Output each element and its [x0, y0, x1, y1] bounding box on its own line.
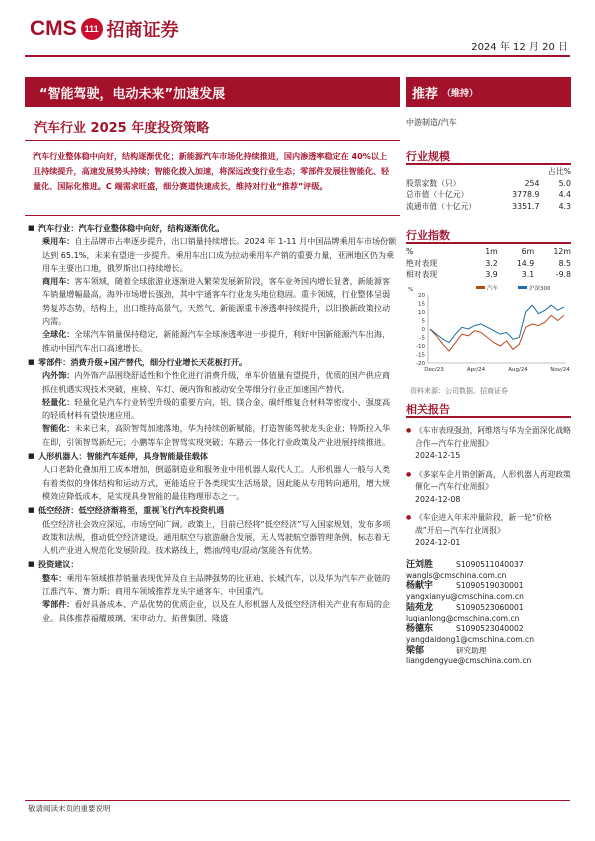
paragraph-label: 轻量化：	[42, 396, 75, 407]
logo-badge-icon: 111	[81, 18, 103, 40]
section-heading: ■ 人形机器人：智能汽车延伸，具身智能最佳载体	[28, 450, 398, 463]
header-divider	[25, 55, 570, 57]
y-tick-label: 10	[418, 310, 425, 316]
analyst-id: S1090523040002	[456, 624, 524, 634]
analyst	[406, 581, 571, 592]
paragraph	[28, 275, 398, 328]
cell: 总市值（十亿元）	[406, 190, 469, 199]
related-title: 相关报告	[406, 401, 571, 418]
analyst-name: 陆苑龙	[406, 602, 434, 613]
y-tick-label: 15	[418, 301, 425, 308]
cell: 3.2	[485, 258, 498, 268]
related-list	[406, 425, 571, 556]
scale-table	[406, 166, 571, 212]
paragraph-label: 全球化：	[42, 329, 75, 340]
analyst	[406, 560, 571, 571]
logo-name: 招商证券	[106, 20, 179, 41]
report-body	[28, 221, 398, 625]
paragraph-label: 整车：	[42, 572, 67, 583]
paragraph: 低空经济社会效应深远，市场空间广阔。政策上，目前已经将“低空经济”写入国家规划，发布多项政策和法规，推动低空经济建设。通用航空与旅游融合发展，无人驾驶航空器管理条例，标志着无人机产业进入规范化发展阶段。技术路线上，燃油/纯电/混动/氢能各有优势。	[42, 518, 391, 556]
legend-label: 沪深300	[529, 286, 551, 292]
series-line	[430, 305, 564, 342]
cell: 12m	[553, 247, 571, 256]
paragraph	[28, 396, 398, 423]
related-report[interactable]	[406, 512, 571, 550]
rating-box	[406, 77, 571, 107]
paragraph-text: 看好具备成本、产品优势的优质企业，以及在人形机器人及低空经济相关产业有布局的企业。具体推荐福耀玻璃、宋申动力、拓普集团、隆盛	[42, 599, 391, 623]
paragraph	[28, 572, 398, 599]
report-banner: “智能驾驶，电动未来”加速发展	[25, 77, 400, 107]
analyst-id: 研究助理	[456, 645, 487, 655]
related-report[interactable]	[406, 425, 571, 463]
paragraph-label: 零部件：	[42, 599, 75, 610]
section-heading: ■ 低空经济：低空经济渐将至，重视飞行汽车投资机遇	[28, 504, 398, 517]
report-date: 2024 年 12 月 20 日	[471, 42, 568, 53]
cell: 1m	[485, 247, 498, 256]
cell: 254	[524, 178, 540, 188]
analyst-id: S1090519030001	[456, 581, 524, 591]
report-date: 2024-12-15	[415, 451, 461, 460]
y-tick-label: -10	[416, 344, 425, 350]
report-title[interactable]: ● 《车市表现强劲，阿维塔与华为全面深化战略合作—汽车行业周报》	[415, 426, 571, 448]
paragraph-text: 自主品牌市占率逐步提升，出口销量持续增长。2024 年 1-11 月中国品牌乘用车市场份额达到 65.1%，未来有望进一步提升。乘用车出口成为拉动乘用车产销的重要力量，亚洲地区仍为乘用车主要出口地，俄罗斯出口持续增长。	[42, 236, 397, 273]
table-row	[406, 258, 571, 270]
related-report[interactable]	[406, 469, 571, 507]
cell: 3778.9	[512, 190, 540, 199]
index-title: 行业指数	[406, 227, 571, 244]
scale-title: 行业规模	[406, 148, 571, 165]
analyst	[406, 646, 571, 657]
analyst	[406, 624, 571, 635]
paragraph-text: 内外饰产品围绕舒适性和个性化进行消费升级，单车价值量有望提升，优质的国产供应商抓住机遇实现技术突破，座椅、车灯、硬内饰和被动安全等细分行业正加速国产替代。	[42, 370, 391, 394]
paragraph-text: 客车领域，随着全球旅游业逐渐进入繁荣发展新阶段，客车业务国内增长显著，新能源客车销量增幅最高，海外市场增长强劲，其中宇通客车行业龙头地位稳固。重卡领域，行业整体呈弱势复苏态势，结构上，出口维持高景气，天然气、新能源重卡渗透率持续提升，以旧换新政策拉动内需。	[42, 276, 391, 327]
analyst-list	[406, 560, 571, 667]
cell: 3351.7	[512, 201, 540, 211]
abstract-divider	[25, 215, 400, 216]
analyst-name: 杨献宇	[406, 581, 434, 592]
cell: 6m	[521, 247, 535, 256]
paragraph	[28, 328, 398, 355]
table-row	[406, 189, 571, 201]
paragraph-label: 乘用车：	[42, 236, 75, 247]
paragraph-text: 乘用车领域推荐销量表现优异及自主品牌强势的比亚迪、长城汽车，以及华为汽车产业链的江淮汽车、赛力斯；商用车领域推荐龙头宇通客车、中国重汽。	[42, 572, 391, 597]
y-tick-label: -15	[416, 352, 425, 359]
cell: -9.8	[555, 270, 571, 279]
paragraph	[28, 369, 398, 396]
table-row	[406, 269, 571, 281]
section-heading: ■ 汽车行业：汽车行业整体稳中向好，结构逐渐优化。	[28, 222, 398, 235]
paragraph	[28, 598, 398, 625]
cell: 4.3	[558, 201, 571, 211]
analyst-email[interactable]: liangdengyue@cmschina.com.cn	[406, 656, 532, 666]
report-subtitle: 汽车行业 2025 年度投资策略	[34, 121, 210, 136]
y-tick-label: 20	[418, 293, 425, 299]
y-tick-label: -20	[416, 361, 425, 367]
y-unit-label: %	[408, 287, 414, 293]
cell: 流通市值（十亿元）	[406, 201, 477, 211]
analyst-email[interactable]: luqianlong@cmschina.com.cn	[406, 613, 520, 623]
paragraph-label: 智能化：	[42, 423, 75, 434]
cell: 5.0	[558, 178, 571, 188]
analyst	[406, 603, 571, 614]
footer-note: 敬请阅读末页的重要说明	[28, 804, 111, 813]
analyst-name: 汪刘胜	[406, 560, 434, 570]
series-line	[430, 315, 564, 351]
y-tick-label: -5	[419, 335, 425, 342]
index-chart-svg	[406, 283, 571, 383]
cell: 4.4	[558, 190, 571, 199]
chart-source: 资料来源：公司数据、招商证券	[410, 387, 508, 395]
cell: 14.9	[516, 258, 535, 268]
legend-swatch	[476, 286, 485, 289]
paragraph-text: 未来已来，高阶智驾加速落地，华为持续创新赋能，打造智能驾驶龙头企业；特斯拉入华在即，引领智驾新纪元；小鹏等车企智驾实现突破；车路云一体化行业政策及产业进展持续推进。	[42, 423, 391, 447]
rating-label: 推荐	[412, 86, 439, 102]
cell: 8.5	[558, 258, 571, 268]
table-row	[406, 178, 571, 190]
index-table	[406, 246, 571, 281]
table-row	[406, 201, 571, 213]
cell: 相对表现	[406, 270, 438, 279]
footer-divider	[25, 800, 570, 801]
x-tick-label: Dec/23	[424, 367, 444, 373]
report-title[interactable]: ● 《车企进入年末冲量阶段，新一轮“价格战”开启—汽车行业周报》	[415, 513, 552, 535]
report-title[interactable]: ● 《多家车企月销创新高，人形机器人再迎政策催化—汽车行业周报》	[415, 469, 571, 491]
analyst-email[interactable]: yangxianyu@cmschina.com.cn	[406, 592, 524, 602]
paragraph-label: 内外饰：	[42, 370, 75, 381]
legend-swatch	[518, 286, 527, 289]
paragraph	[28, 422, 398, 449]
analyst-email[interactable]: yangdaidong1@cmschina.com.cn	[406, 634, 535, 644]
cell: 股票家数（只）	[406, 178, 461, 188]
x-tick-label: Aug/24	[508, 367, 528, 373]
x-tick-label: Apr/24	[466, 367, 486, 373]
abstract: 汽车行业整体稳中向好，结构逐渐优化；新能源汽车市场化持续推进，国内渗透率稳定在 40%以上且持续提升，高速发展势头持续；智能化拨入加速，将深远改变行业生态；零部件发展往智能化、轻量化、国际化推进。C 端需求旺盛，细分赛道快速成长，维持对行业“推荐”评级。	[33, 151, 390, 191]
logo-cms: CMS	[30, 17, 77, 40]
cell: 3.1	[521, 270, 535, 279]
subtitle-divider	[25, 140, 400, 141]
legend-label: 汽车	[487, 286, 499, 292]
section-heading: ■ 零部件：消费升级+国产替代，细分行业增长天花板打开。	[28, 356, 398, 369]
analyst-name: 杨德东	[406, 624, 434, 635]
y-tick-label: 5	[421, 318, 425, 325]
rating-sub: （维持）	[442, 88, 479, 99]
analyst-id: S1090523060001	[456, 602, 524, 612]
cell: 绝对表现	[406, 258, 438, 268]
paragraph-text: 轻量化是汽车行业转型升级的重要方向，铝、镁合金、碳纤维复合材料等密度小、强度高的轻质材料有望快速应用。	[42, 396, 391, 421]
analyst-email[interactable]: wangls@cmschina.com.cn	[406, 570, 507, 580]
y-tick-label: 0	[421, 327, 425, 333]
cell: 3.9	[485, 270, 498, 279]
paragraph: 人口老龄化叠加用工成本增加，倒逼制造业和服务业中用机器人取代人工。人形机器人一般与人类有着类似的身体结构和运动方式，更能适应于各类现实生活场景，因此能从专用转向通用，增大规模效应降低成本，是实现具身智能的最佳物理形态之一。	[42, 464, 391, 501]
report-date: 2024-12-01	[415, 538, 461, 547]
paragraph-text: 全球汽车销量保持稳定，新能源汽车全球渗透率进一步提升，利好中国新能源汽车出海，推动中国汽车出口高速增长。	[42, 329, 391, 353]
cell: %	[406, 247, 414, 256]
paragraph	[28, 235, 398, 275]
index-chart	[406, 283, 571, 383]
section-heading: ■ 投资建议：	[28, 558, 398, 571]
report-date: 2024-12-08	[415, 494, 461, 504]
analyst-id: S1090511040037	[456, 560, 524, 569]
analyst-name: 梁郁	[406, 645, 425, 656]
x-tick-label: Nov/24	[550, 367, 570, 373]
sector-label: 中游制造/汽车	[406, 118, 457, 127]
scale-pct-head: 占比%	[547, 167, 571, 176]
logo	[30, 12, 179, 46]
paragraph-label: 商用车：	[42, 276, 75, 287]
